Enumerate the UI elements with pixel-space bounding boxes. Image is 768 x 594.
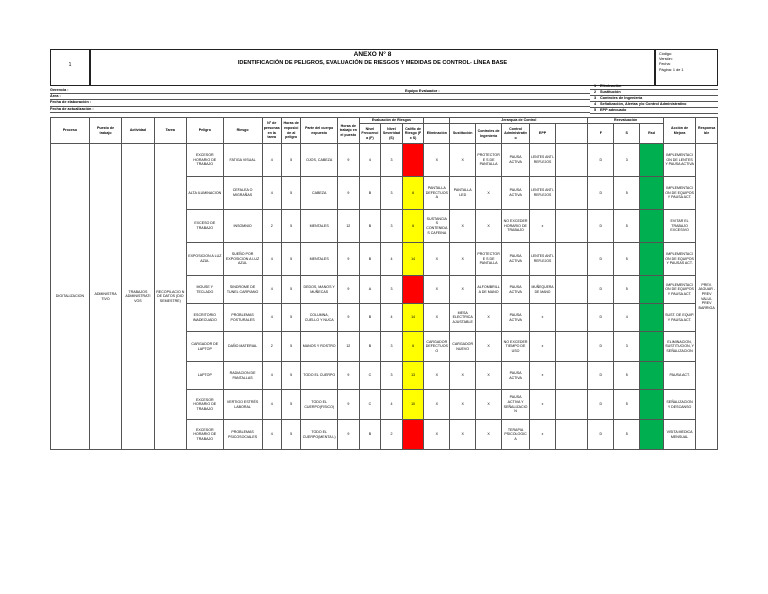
risk-table xyxy=(50,117,718,450)
col-parte-cuerpo: Parte del cuerpo expuesto xyxy=(301,118,338,144)
re-s-cell: 5 xyxy=(614,276,640,304)
riesgo-cell: PROBLEMAS POSTURALES xyxy=(223,304,262,332)
re-rsd-cell xyxy=(640,332,664,362)
col-riesgo: Riesgo xyxy=(223,118,262,144)
peligro-cell: EXPOSICION A LUZ AZUL xyxy=(186,243,223,276)
horas-trabajo-cell: 9 xyxy=(338,362,360,390)
nivel-frecuencia-cell: C xyxy=(359,362,381,390)
n-personas-cell: 4 xyxy=(262,177,281,210)
horas-trabajo-cell: 9 xyxy=(338,177,360,210)
nivel-frecuencia-cell: 4 xyxy=(359,144,381,177)
parte-cuerpo-cell: MANOS Y ROSTRO xyxy=(301,332,338,362)
horas-trabajo-cell: 9 xyxy=(338,276,360,304)
col-sustitucion: Sustitución xyxy=(450,124,476,144)
ingenieria-cell: X xyxy=(476,177,502,210)
parte-cuerpo-cell: COLUMNA, CUELLO Y NUCA xyxy=(301,304,338,332)
calificacion-cell: 6 xyxy=(402,332,424,362)
epp-cell: x xyxy=(530,362,556,390)
eliminacion-cell: CARGADOR DEFECTUOS O xyxy=(424,332,450,362)
accion-cell: IMPLEMENTACI ON DE LENTES Y PAUSA ACTIVA xyxy=(663,144,695,177)
horas-exposicion-cell: 5 xyxy=(281,332,300,362)
re-rsd-cell xyxy=(640,243,664,276)
parte-cuerpo-cell: TODO EL CUERPO(MENTA L) xyxy=(301,420,338,450)
eliminacion-cell: X xyxy=(424,243,450,276)
horas-trabajo-cell: 12 xyxy=(338,332,360,362)
nivel-frecuencia-cell: A xyxy=(359,276,381,304)
re-rsd-cell xyxy=(640,276,664,304)
horas-trabajo-cell: 9 xyxy=(338,390,360,420)
empty-cell xyxy=(555,332,587,362)
legend-text: EPP adecuado xyxy=(600,108,627,113)
re-f-cell: D xyxy=(588,362,614,390)
eliminacion-cell: X xyxy=(424,304,450,332)
administrativo-cell: PAUSA ACTIVA xyxy=(502,362,530,390)
ingenieria-cell: X xyxy=(476,332,502,362)
meta-fecha-act: Fecha de actualización : xyxy=(50,107,590,113)
re-f-cell: D xyxy=(588,177,614,210)
meta-gerencia: Gerencia : xyxy=(50,88,590,94)
horas-exposicion-cell: 5 xyxy=(281,243,300,276)
eliminacion-cell: X xyxy=(424,144,450,177)
administrativo-cell: PAUSA ACTIVA xyxy=(502,276,530,304)
sustitucion-cell: X xyxy=(450,144,476,177)
re-rsd-cell xyxy=(640,420,664,450)
re-s-cell: 5 xyxy=(614,243,640,276)
nivel-severidad-cell: 3 xyxy=(381,210,403,243)
peligro-cell: EXCESOR HORARIO DE TRABAJO xyxy=(186,390,223,420)
col-empty xyxy=(555,124,587,144)
legend-number: 3 xyxy=(593,96,597,101)
riesgo-cell: SUEÑO POR EXPOSICION A LUZ AZUL xyxy=(223,243,262,276)
nivel-severidad-cell: 3 xyxy=(381,332,403,362)
legend-number: 4 xyxy=(593,102,597,107)
administrativo-cell: PAUSA ACTIVA Y SEÑALIZACIO N xyxy=(502,390,530,420)
ingenieria-cell: X xyxy=(476,304,502,332)
horas-trabajo-cell: 9 xyxy=(338,243,360,276)
epp-cell: LENTES ANTI-REFLEJOS xyxy=(530,243,556,276)
empty-cell xyxy=(555,144,587,177)
legend-number: 5 xyxy=(593,108,597,113)
re-f-cell: D xyxy=(588,243,614,276)
riesgo-cell: VERTIGO ESTRÉS LABORAL xyxy=(223,390,262,420)
calificacion-cell xyxy=(402,276,424,304)
re-s-cell: 5 xyxy=(614,362,640,390)
horas-trabajo-cell: 9 xyxy=(338,304,360,332)
n-personas-cell: 4 xyxy=(262,390,281,420)
administrativo-cell: PAUSA ACTIVA xyxy=(502,144,530,177)
ingenieria-cell: X xyxy=(476,362,502,390)
administrativo-cell: PAUSA ACTIVA xyxy=(502,177,530,210)
meta-pagina: Página: 1 de 1 xyxy=(659,67,684,72)
epp-cell: x xyxy=(530,332,556,362)
epp-cell: x xyxy=(530,304,556,332)
re-s-cell: 5 xyxy=(614,390,640,420)
accion-cell: EVITAR EL TRABAJO EXCESIVO xyxy=(663,210,695,243)
re-s-cell: 5 xyxy=(614,420,640,450)
administrativo-cell: NO EXCEDER HORARIO DE TRABAJO xyxy=(502,210,530,243)
sustitucion-cell: MESA ELECTRICA AJUSTABLE xyxy=(450,304,476,332)
col-eliminacion: Eliminación xyxy=(424,124,450,144)
horas-exposicion-cell: 5 xyxy=(281,177,300,210)
legend-text: Controles de Ingeniería xyxy=(600,96,643,101)
nivel-severidad-cell: 4 xyxy=(381,304,403,332)
actividad-cell: TRABAJOS ADMINISTRATI VOS xyxy=(122,144,154,450)
team-label: Equipo Evaluador : xyxy=(405,89,440,93)
puesto-cell: ADMINISTRA TIVO xyxy=(89,144,121,450)
n-personas-cell: 4 xyxy=(262,362,281,390)
calificacion-cell: 14 xyxy=(402,304,424,332)
administrativo-cell: TERAPIA PSICOLOGIC A xyxy=(502,420,530,450)
horas-exposicion-cell: 5 xyxy=(281,304,300,332)
col-calificacion: Calific de Riesgo (F x S) xyxy=(402,124,424,144)
meta-version: Versión: xyxy=(659,57,673,62)
n-personas-cell: 4 xyxy=(262,276,281,304)
horas-exposicion-cell: 5 xyxy=(281,144,300,177)
col-administrativo: Control Administrativo xyxy=(502,124,530,144)
sustitucion-cell: X xyxy=(450,420,476,450)
re-f-cell: D xyxy=(588,210,614,243)
n-personas-cell: 4 xyxy=(262,420,281,450)
legend-number: 1 xyxy=(593,84,597,88)
re-s-cell: 5 xyxy=(614,210,640,243)
eliminacion-cell: SUSTANCIA S CONTENIDAS CAFEINA xyxy=(424,210,450,243)
sustitucion-cell: X xyxy=(450,210,476,243)
col-tarea: Tarea xyxy=(154,118,186,144)
peligro-cell: ESCRITORIO INADECUADO xyxy=(186,304,223,332)
nivel-frecuencia-cell: B xyxy=(359,177,381,210)
accion-cell: VISITA MEDICA MENSUAL xyxy=(663,420,695,450)
parte-cuerpo-cell: MENTALES xyxy=(301,210,338,243)
epp-cell: LENTES ANTI-REFLEJOS xyxy=(530,177,556,210)
col-re-rsd: Rsd xyxy=(640,124,664,144)
re-s-cell: 4 xyxy=(614,304,640,332)
re-rsd-cell xyxy=(640,362,664,390)
re-f-cell: D xyxy=(588,144,614,177)
calificacion-cell xyxy=(402,420,424,450)
col-puesto: Puesto de trabajo xyxy=(89,118,121,144)
ingenieria-cell: X xyxy=(476,390,502,420)
riesgo-cell: RADIACION DE PANTALLAS xyxy=(223,362,262,390)
calificacion-cell: 14 xyxy=(402,243,424,276)
col-n-personas: N° de personas en la tarea xyxy=(262,118,281,144)
horas-exposicion-cell: 5 xyxy=(281,362,300,390)
legend-text: Sustitución xyxy=(600,90,621,95)
n-personas-cell: 4 xyxy=(262,144,281,177)
peligro-cell: CARGADOR DE LAPTOP xyxy=(186,332,223,362)
peligro-cell: EXCESOR HORARIO DE TRABAJO xyxy=(186,420,223,450)
peligro-cell: EXCESOR HORARIO DE TRABAJO xyxy=(186,144,223,177)
epp-cell: LENTES ANTI-REFLEJOS xyxy=(530,144,556,177)
riesgo-cell: CEFALEA O MIGRAÑAS xyxy=(223,177,262,210)
col-nivel-frecuencia: Nivel Frecuencia (F) xyxy=(359,124,381,144)
horas-trabajo-cell: 12 xyxy=(338,210,360,243)
parte-cuerpo-cell: MENTALES xyxy=(301,243,338,276)
tarea-cell: RECOPILACIO N DE DATOS (DIO SEMESTRE) xyxy=(154,144,186,450)
riesgo-cell: PROBLEMAS PSICOSOCIALES xyxy=(223,420,262,450)
eliminacion-cell: PANTALLA DEFECTUOS A xyxy=(424,177,450,210)
re-rsd-cell xyxy=(640,304,664,332)
meta-fecha-elab: Fecha de elaboración : xyxy=(50,100,590,106)
responsable-text: PREV. JAGUAR - PREV VALUI- PREV BARRIGA xyxy=(698,282,716,310)
accion-cell: SEÑALIZACION Y DESCANSO xyxy=(663,390,695,420)
sustitucion-cell: X xyxy=(450,362,476,390)
re-rsd-cell xyxy=(640,144,664,177)
calificacion-cell: 6 xyxy=(402,210,424,243)
col-epp: EPP xyxy=(530,124,556,144)
sustitucion-cell: X xyxy=(450,243,476,276)
peligro-cell: ALTA ILUMINACION xyxy=(186,177,223,210)
n-personas-cell: 2 xyxy=(262,332,281,362)
sustitucion-cell: X xyxy=(450,276,476,304)
accion-cell: IMPLEMENTACI ON DE EQUIPOS Y PAUSAS ACT. xyxy=(663,243,695,276)
ingenieria-cell: ALFOMBRILLA DE MANO xyxy=(476,276,502,304)
peligro-cell: MOUSE Y TECLADO xyxy=(186,276,223,304)
horas-exposicion-cell: 5 xyxy=(281,276,300,304)
peligro-cell: EXCESO DE TRABAJO xyxy=(186,210,223,243)
ingenieria-cell: X xyxy=(476,210,502,243)
sustitucion-cell: X xyxy=(450,390,476,420)
re-rsd-cell xyxy=(640,177,664,210)
re-f-cell: D xyxy=(588,420,614,450)
table-row xyxy=(51,144,718,177)
nivel-severidad-cell: 3 xyxy=(381,276,403,304)
re-rsd-cell xyxy=(640,210,664,243)
n-personas-cell: 4 xyxy=(262,243,281,276)
col-peligro: Peligro xyxy=(186,118,223,144)
ingenieria-cell: PROTECTORE S DE PANTALLA xyxy=(476,144,502,177)
horas-trabajo-cell: 9 xyxy=(338,144,360,177)
eliminacion-cell: X xyxy=(424,390,450,420)
sustitucion-cell: PANTALLA LED xyxy=(450,177,476,210)
proceso-cell: DIGITALIZACION xyxy=(51,144,90,450)
meta-left xyxy=(50,88,590,113)
calificacion-cell: 10 xyxy=(402,390,424,420)
empty-cell xyxy=(555,177,587,210)
page-number: 1 xyxy=(68,62,72,68)
col-responsable: Responsable xyxy=(696,118,718,144)
empty-cell xyxy=(555,243,587,276)
nivel-severidad-cell: 4 xyxy=(381,243,403,276)
horas-exposicion-cell: 5 xyxy=(281,390,300,420)
riesgo-cell: INSOMNIO xyxy=(223,210,262,243)
nivel-severidad-cell: 3 xyxy=(381,177,403,210)
responsable-cell xyxy=(696,144,718,450)
riesgo-cell: FATIGA VISUAL xyxy=(223,144,262,177)
re-f-cell: D xyxy=(588,332,614,362)
empty-cell xyxy=(555,276,587,304)
col-horas-exposicion: Horas de exposición al peligro xyxy=(281,118,300,144)
legend-row xyxy=(590,108,718,114)
re-rsd-cell xyxy=(640,390,664,420)
col-horas-trabajo: Horas de trabajo en el puesto xyxy=(338,118,360,144)
sustitucion-cell: CARGADOR NUEVO xyxy=(450,332,476,362)
col-nivel-severidad: Nivel Severidad (S) xyxy=(381,124,403,144)
empty-cell xyxy=(555,304,587,332)
parte-cuerpo-cell: TODO EL CUERPO(FISICO) xyxy=(301,390,338,420)
calificacion-cell xyxy=(402,144,424,177)
administrativo-cell: NO EXCEDER TIEMPO DE USO xyxy=(502,332,530,362)
eliminacion-cell: X xyxy=(424,420,450,450)
parte-cuerpo-cell: DEDOS, MANOS Y MUÑECAS xyxy=(301,276,338,304)
empty-cell xyxy=(555,210,587,243)
nivel-frecuencia-cell: B xyxy=(359,420,381,450)
col-ingenieria: Controles de Ingeniería xyxy=(476,124,502,144)
riesgo-cell: SINDROME DE TUNEL CARPIANO xyxy=(223,276,262,304)
n-personas-cell: 2 xyxy=(262,210,281,243)
nivel-frecuencia-cell: B xyxy=(359,243,381,276)
horas-exposicion-cell: 5 xyxy=(281,210,300,243)
re-s-cell: 3 xyxy=(614,144,640,177)
header-meta-box xyxy=(655,49,718,86)
epp-cell: x xyxy=(530,390,556,420)
calificacion-cell: 6 xyxy=(402,177,424,210)
parte-cuerpo-cell: TODO EL CUERPO xyxy=(301,362,338,390)
nivel-severidad-cell: 2 xyxy=(381,420,403,450)
document-title: IDENTIFICACIÓN DE PELIGROS, EVALUACIÓN DE RIESGOS Y MEDIDAS DE CONTROL- LÍNEA BASE xyxy=(237,60,508,66)
re-s-cell: 5 xyxy=(614,177,640,210)
re-s-cell: 3 xyxy=(614,332,640,362)
col-actividad: Actividad xyxy=(122,118,154,144)
nivel-severidad-cell: 3 xyxy=(381,144,403,177)
nivel-severidad-cell: 4 xyxy=(381,390,403,420)
eliminacion-cell: X xyxy=(424,276,450,304)
group-jerarquia: Jerarquía de Control xyxy=(450,118,588,124)
re-f-cell: D xyxy=(588,276,614,304)
group-reevaluacion: Reevaluación xyxy=(588,118,664,124)
epp-cell: MUÑEQUERA DE MANO xyxy=(530,276,556,304)
group-evaluacion: Evaluación de Riesgos xyxy=(359,118,424,124)
col-accion: Acción de Mejora xyxy=(663,118,695,144)
col-proceso: Proceso xyxy=(51,118,90,144)
parte-cuerpo-cell: CABEZA xyxy=(301,177,338,210)
control-legend xyxy=(590,84,718,114)
parte-cuerpo-cell: OJOS, CABEZA xyxy=(301,144,338,177)
empty-cell xyxy=(555,420,587,450)
administrativo-cell: PAUSA ACTIVA xyxy=(502,243,530,276)
epp-cell: x xyxy=(530,210,556,243)
legend-number: 2 xyxy=(593,90,597,95)
ingenieria-cell: PROTECTORE S DE PANTALLA xyxy=(476,243,502,276)
accion-cell: PAUSA ACT. xyxy=(663,362,695,390)
accion-cell: IMPLEMENTACI ON DE EQUIPOS Y PAUSA ACT. xyxy=(663,177,695,210)
accion-cell: ELIMINACION, SUSTITUCION, Y SEÑALIZACION xyxy=(663,332,695,362)
riesgo-cell: DAÑO MATERIAL xyxy=(223,332,262,362)
nivel-frecuencia-cell: B xyxy=(359,210,381,243)
ingenieria-cell: X xyxy=(476,420,502,450)
re-f-cell: D xyxy=(588,390,614,420)
peligro-cell: LAPTOP xyxy=(186,362,223,390)
empty-cell xyxy=(555,390,587,420)
accion-cell: SUST. DE EQUIP. Y PAUSA ACT. xyxy=(663,304,695,332)
meta-fecha: Fecha: xyxy=(659,62,671,67)
col-re-f: F xyxy=(588,124,614,144)
nivel-frecuencia-cell: B xyxy=(359,304,381,332)
empty-cell xyxy=(555,362,587,390)
eliminacion-cell: X xyxy=(424,362,450,390)
legend-text: Eliminación xyxy=(600,84,622,88)
legend-text: Señalización, Alertas y/o Control Administrativo xyxy=(600,102,687,107)
nivel-frecuencia-cell: B xyxy=(359,332,381,362)
nivel-severidad-cell: 3 xyxy=(381,362,403,390)
horas-trabajo-cell: 9 xyxy=(338,420,360,450)
epp-cell: x xyxy=(530,420,556,450)
nivel-frecuencia-cell: C xyxy=(359,390,381,420)
meta-area: Área : xyxy=(50,94,590,100)
meta-codigo: Código: xyxy=(659,52,673,56)
administrativo-cell: PAUSA ACTIVA xyxy=(502,304,530,332)
accion-cell: IMPLEMENTACI ON DE EQUIPOS Y PAUSA ACT. xyxy=(663,276,695,304)
col-re-s: S xyxy=(614,124,640,144)
calificacion-cell: 13 xyxy=(402,362,424,390)
n-personas-cell: 4 xyxy=(262,304,281,332)
re-f-cell: D xyxy=(588,304,614,332)
horas-exposicion-cell: 5 xyxy=(281,420,300,450)
annex-label: ANEXO N° 8 xyxy=(353,51,392,58)
